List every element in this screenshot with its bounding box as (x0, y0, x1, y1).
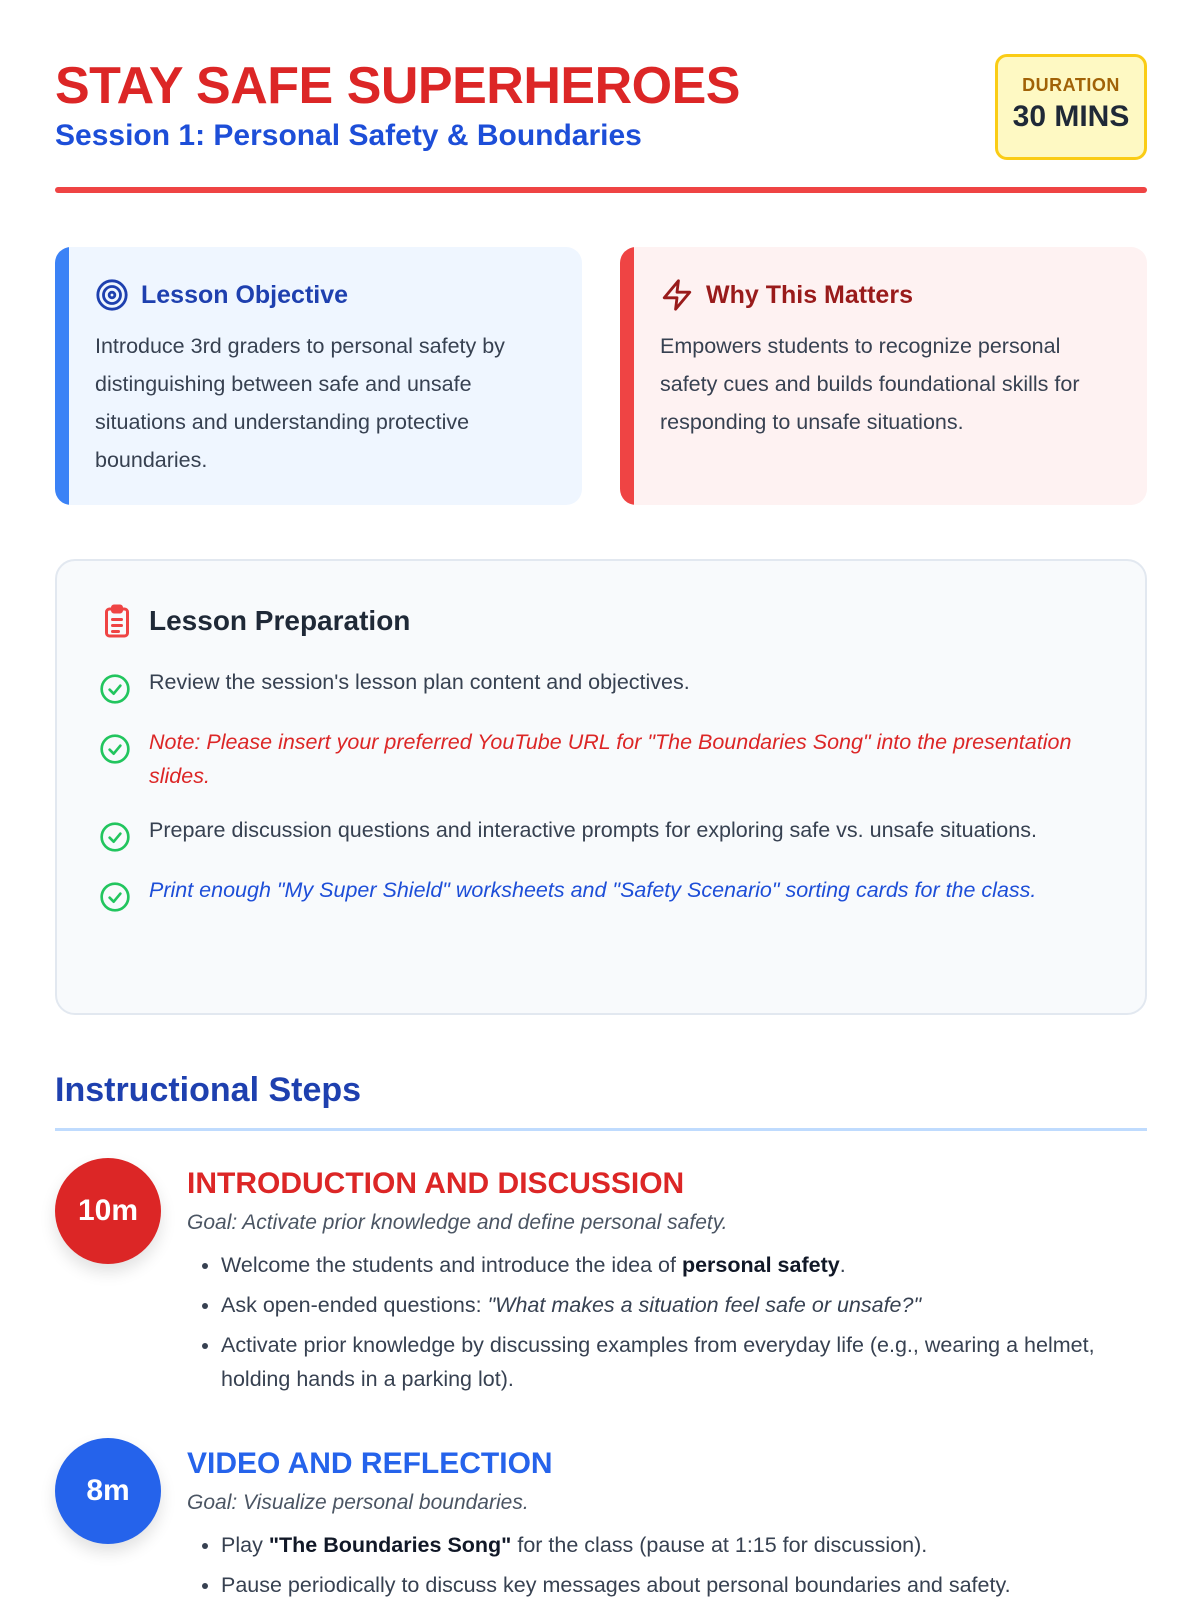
step-time-badge: 10m (55, 1158, 161, 1264)
target-icon (95, 278, 129, 312)
why-this-matters-card (620, 247, 1147, 505)
lightning-icon (660, 278, 694, 312)
preparation-item-text: Note: Please insert your preferred YouTube URL for "The Boundaries Song" into the presentation slides. (149, 730, 1072, 788)
lesson-objective-title: Lesson Objective (141, 280, 349, 309)
lesson-preparation-header (99, 601, 1103, 641)
header (55, 52, 1147, 192)
duration-value: 30 MINS (1012, 100, 1130, 133)
bullet-quote-text: "What makes a situation feel safe or unsafe?" (487, 1293, 922, 1317)
bullet-text: Pause periodically to discuss key messages about personal boundaries and safety. (221, 1573, 1011, 1597)
instructional-steps-title: Instructional Steps (55, 1071, 362, 1109)
step-goal: Goal: Activate prior knowledge and define personal safety. (187, 1211, 728, 1234)
steps-divider (55, 1128, 1147, 1131)
step-time-badge: 8m (55, 1438, 161, 1544)
step-bullet (221, 1248, 1147, 1282)
preparation-item (99, 665, 1103, 705)
why-this-matters-header (660, 277, 1115, 313)
bullet-text: Activate prior knowledge by discussing examples from everyday life (e.g., wearing a helmet, holding hands in a parking lot). (221, 1333, 1095, 1391)
step-body (187, 1158, 1147, 1402)
lesson-objective-card (55, 247, 582, 505)
preparation-item-text: Review the session's lesson plan content and objectives. (149, 670, 690, 694)
bullet-text: Welcome the students and introduce the idea of (221, 1253, 682, 1277)
check-circle-icon (99, 821, 131, 853)
step-bullet (221, 1288, 1147, 1322)
check-circle-icon (99, 673, 131, 705)
bullet-bold-text: "The Boundaries Song" (268, 1533, 512, 1557)
duration-badge (995, 54, 1147, 160)
check-circle-icon (99, 881, 131, 913)
session-subtitle: Session 1: Personal Safety & Boundaries (55, 119, 642, 152)
step-bullet (221, 1568, 1147, 1600)
lesson-objective-header (95, 277, 550, 313)
lesson-preparation-panel (55, 559, 1147, 1015)
step-bullet (221, 1528, 1147, 1562)
bullet-text: for the class (pause at 1:15 for discussion). (511, 1533, 928, 1557)
duration-label: DURATION (1022, 75, 1120, 95)
step-bullet-list (187, 1248, 1147, 1396)
clipboard-icon (99, 603, 135, 639)
preparation-item (99, 813, 1103, 853)
page-title: STAY SAFE SUPERHEROES (55, 57, 740, 115)
preparation-item-text: Prepare discussion questions and interactive prompts for exploring safe vs. unsafe situations. (149, 818, 1037, 842)
step-title: INTRODUCTION AND DISCUSSION (187, 1167, 685, 1200)
preparation-item-text: Print enough "My Super Shield" worksheets and "Safety Scenario" sorting cards for the class. (149, 878, 1037, 902)
preparation-item-note (99, 725, 1103, 793)
step-title: VIDEO AND REFLECTION (187, 1447, 553, 1480)
why-this-matters-title: Why This Matters (706, 280, 913, 309)
bullet-bold-text: personal safety (681, 1253, 840, 1277)
header-divider (55, 187, 1147, 193)
why-this-matters-text: Empowers students to recognize personal safety cues and builds foundational skills for responding to unsafe situations. (660, 334, 1080, 434)
lesson-preparation-title: Lesson Preparation (149, 605, 411, 636)
step-bullet-list (187, 1528, 1147, 1600)
lesson-objective-text: Introduce 3rd graders to personal safety by distinguishing between safe and unsafe situations and understanding protective boundaries. (95, 334, 505, 472)
step-body (187, 1438, 1147, 1600)
check-circle-icon (99, 733, 131, 765)
bullet-text: Ask open-ended questions: (221, 1293, 488, 1317)
bullet-text: . (839, 1253, 846, 1277)
step-goal: Goal: Visualize personal boundaries. (187, 1491, 529, 1514)
preparation-item-print (99, 873, 1103, 913)
preparation-list (99, 665, 1103, 913)
bullet-text: Play (221, 1533, 269, 1557)
step-bullet (221, 1328, 1147, 1396)
